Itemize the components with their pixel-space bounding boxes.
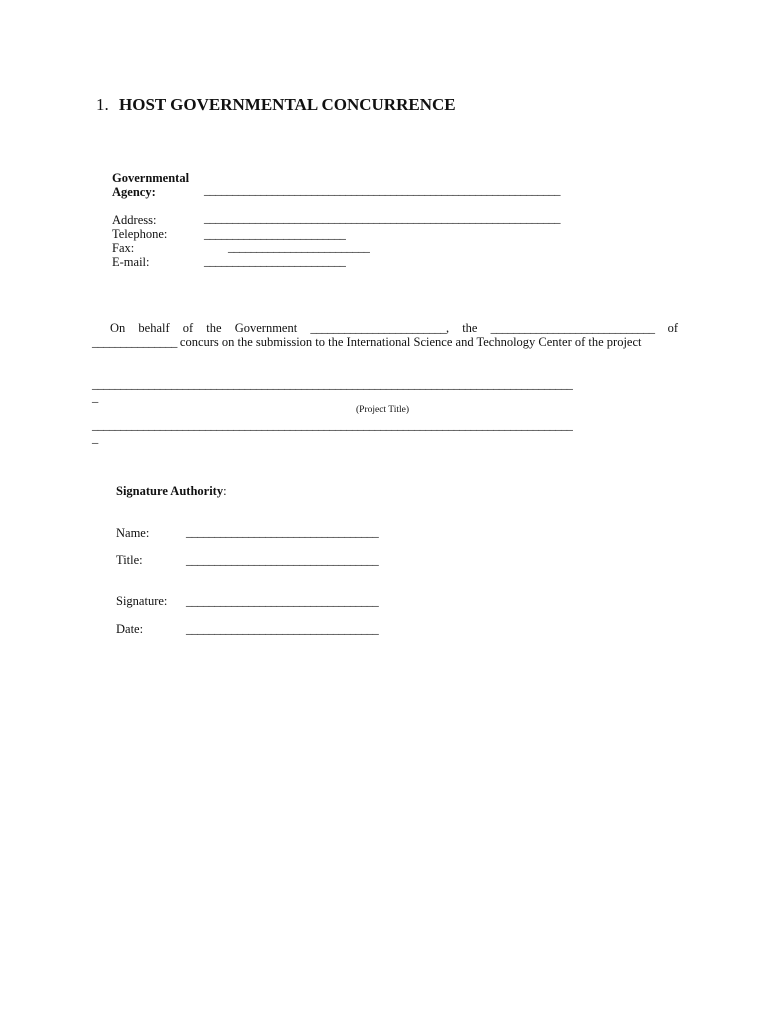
project-line1-dash: _ <box>92 390 99 404</box>
email-label: E-mail: <box>112 255 150 269</box>
agency-name-blank[interactable]: _____________________________ <box>490 321 655 335</box>
name-blank[interactable]: __________________________________ <box>186 525 379 539</box>
telephone-blank[interactable]: _________________________ <box>204 227 346 241</box>
section-number: 1. <box>96 95 109 114</box>
telephone-label: Telephone: <box>112 227 168 241</box>
section-heading <box>96 95 456 115</box>
address-label: Address: <box>112 213 157 227</box>
fax-blank[interactable]: _________________________ <box>228 240 370 254</box>
country-blank[interactable]: _______________ <box>92 335 177 349</box>
signature-authority-heading <box>116 484 227 499</box>
statement-part4: concurs on the submission to the International Science and Technology Center of the project <box>179 335 642 349</box>
project-title-line2[interactable]: _____________________________________________________________________________________ <box>92 418 573 432</box>
agency-blank[interactable]: _______________________________________________________________ <box>204 183 560 197</box>
fax-label: Fax: <box>112 241 135 255</box>
project-line2-dash: _ <box>92 431 99 445</box>
agency-label-line1: Governmental <box>112 171 190 185</box>
statement-part2: , the <box>445 321 478 335</box>
government-blank[interactable]: ________________________ <box>310 321 446 335</box>
address-blank[interactable]: _______________________________________________________________ <box>204 211 560 225</box>
signature-label: Signature: <box>116 594 168 608</box>
section-title: HOST GOVERNMENTAL CONCURRENCE <box>119 95 456 114</box>
project-title-line1[interactable]: _____________________________________________________________________________________ <box>92 377 573 391</box>
title-blank[interactable]: __________________________________ <box>186 553 379 567</box>
name-label: Name: <box>116 526 150 540</box>
signature-authority-title: Signature Authority <box>116 484 224 498</box>
project-title-caption: (Project Title) <box>356 405 410 415</box>
concurrence-statement <box>92 321 678 349</box>
date-blank[interactable]: __________________________________ <box>186 622 379 636</box>
signature-authority-colon: : <box>223 484 227 498</box>
statement-part3: of <box>667 321 679 335</box>
statement-part1: On behalf of the Government <box>110 321 298 335</box>
agency-label-line2: Agency: <box>112 185 156 199</box>
email-blank[interactable]: _________________________ <box>204 254 346 268</box>
title-label: Title: <box>116 553 143 567</box>
date-label: Date: <box>116 622 144 636</box>
signature-blank[interactable]: __________________________________ <box>186 594 379 608</box>
